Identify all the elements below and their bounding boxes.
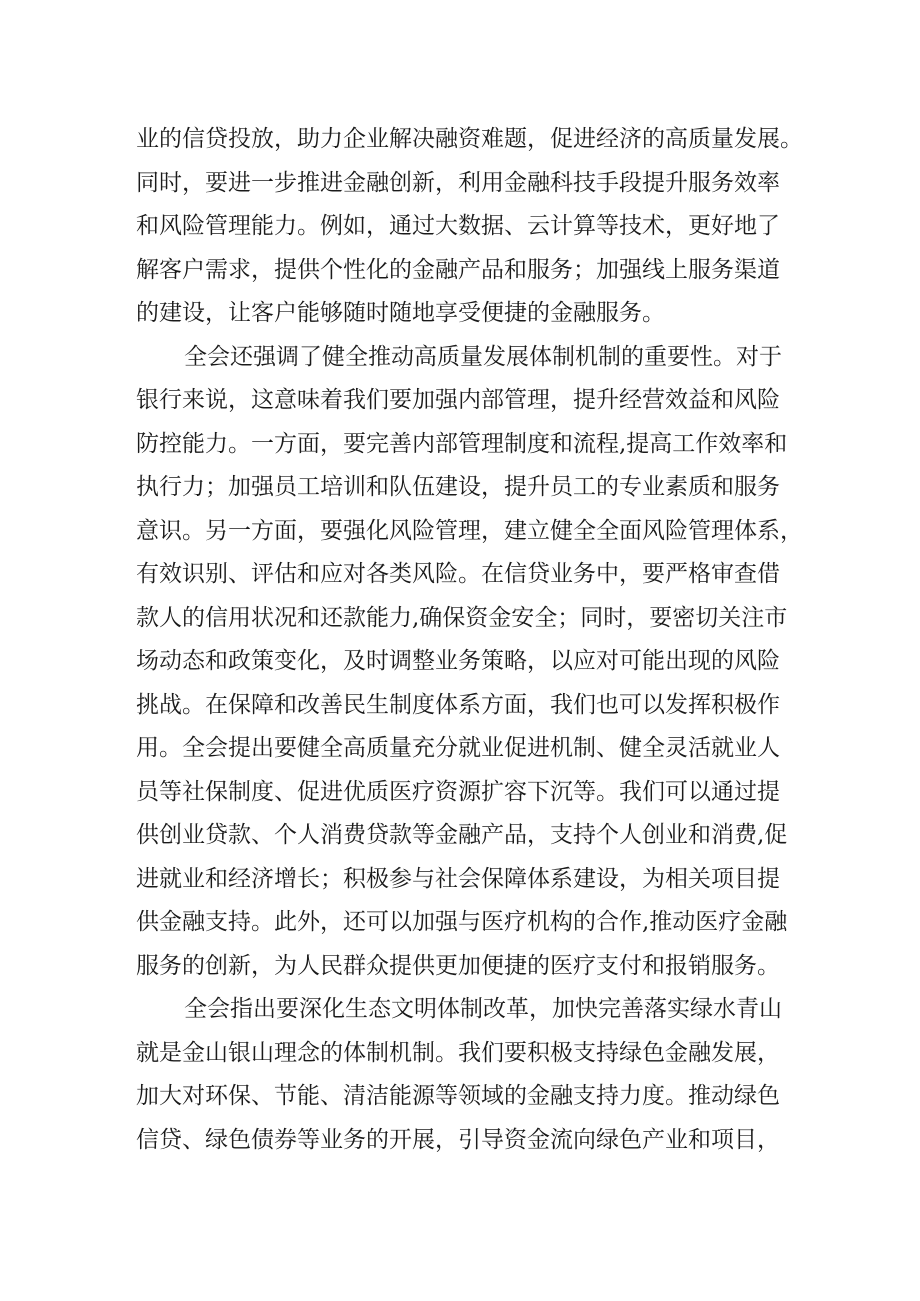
text-line: 款人的信用状况和还款能力,确保资金安全；同时，要密切关注市 <box>136 604 788 631</box>
text-line: 场动态和政策变化，及时调整业务策略，以应对可能出现的风险 <box>136 648 780 674</box>
text-line: 全会指出要深化生态文明体制改革，加快完善落实绿水青山 <box>184 996 782 1022</box>
text-line: 挑战。在保障和改善民生制度体系方面，我们也可以发挥积极作 <box>136 691 780 718</box>
text-line: 加大对环保、节能、清洁能源等领域的金融支持力度。推动绿色 <box>136 1083 780 1109</box>
text-line: 银行来说，这意味着我们要加强内部管理，提升经营效益和风险 <box>136 387 780 413</box>
text-line: 供创业贷款、个人消费贷款等金融产品，支持个人创业和消费,促 <box>136 822 788 848</box>
text-line: 供金融支持。此外，还可以加强与医疗机构的合作,推动医疗金融 <box>136 909 788 935</box>
text-line: 全会还强调了健全推动高质量发展体制机制的重要性。对于 <box>184 343 782 370</box>
body-text <box>136 118 803 1162</box>
text-line: 服务的创新，为人民群众提供更加便捷的医疗支付和报销服务。 <box>136 952 780 979</box>
text-line: 同时，要进一步推进金融创新，利用金融科技手段提升服务效率 <box>136 169 780 196</box>
text-line: 用。全会提出要健全高质量充分就业促进机制、健全灵活就业人 <box>136 735 780 761</box>
text-line: 信贷、绿色债券等业务的开展，引导资金流向绿色产业和项目， <box>136 1126 780 1153</box>
text-line: 意识。另一方面，要强化风险管理，建立健全全面风险管理体系， <box>136 517 803 544</box>
text-line: 业的信贷投放，助力企业解决融资难题，促进经济的高质量发展。 <box>136 126 803 152</box>
text-line: 员等社保制度、促进优质医疗资源扩容下沉等。我们可以通过提 <box>136 778 780 805</box>
text-line: 进就业和经济增长；积极参与社会保障体系建设，为相关项目提 <box>136 865 780 892</box>
text-line: 和风险管理能力。例如，通过大数据、云计算等技术，更好地了 <box>136 213 780 239</box>
text-line: 执行力；加强员工培训和队伍建设，提升员工的专业素质和服务 <box>136 474 780 500</box>
text-line: 有效识别、评估和应对各类风险。在信贷业务中，要严格审查借 <box>136 561 780 587</box>
text-line: 防控能力。一方面，要完善内部管理制度和流程,提高工作效率和 <box>136 430 788 457</box>
text-line: 就是金山银山理念的体制机制。我们要积极支持绿色金融发展， <box>136 1039 780 1066</box>
text-line: 解客户需求，提供个性化的金融产品和服务；加强线上服务渠道 <box>136 256 780 283</box>
text-line: 的建设，让客户能够随时随地享受便捷的金融服务。 <box>136 300 665 326</box>
